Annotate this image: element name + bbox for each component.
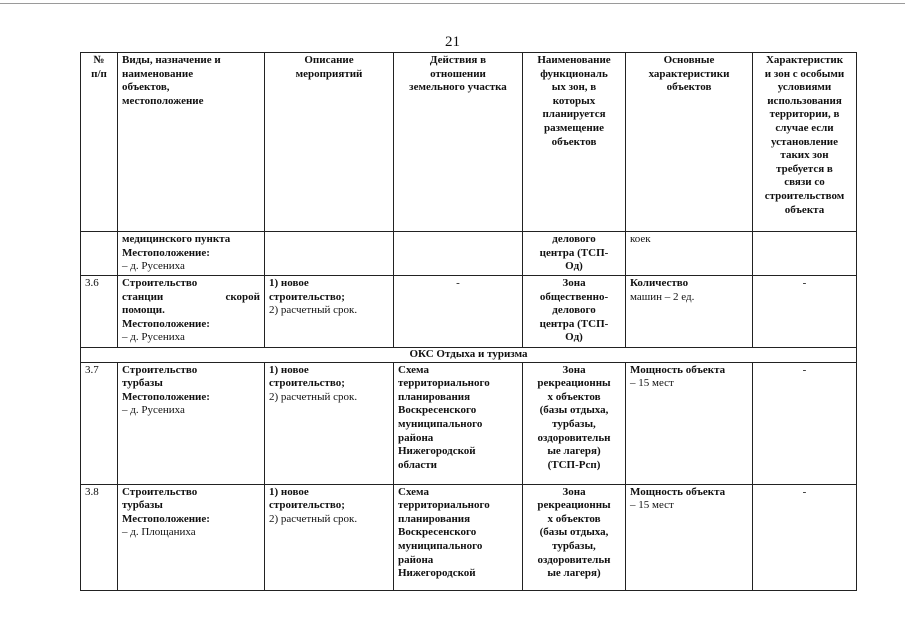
cell-line: наименование bbox=[122, 67, 194, 80]
cell-line: турбазы bbox=[122, 377, 163, 390]
cell-line: Основные bbox=[663, 54, 715, 66]
cell-line: турбазы, bbox=[552, 539, 596, 552]
cell-zone bbox=[523, 484, 626, 590]
cell-zone bbox=[523, 362, 626, 484]
cell-line: Местоположение: bbox=[122, 512, 210, 525]
section-row bbox=[81, 348, 857, 363]
header-description bbox=[265, 53, 394, 232]
header-num bbox=[81, 53, 118, 232]
table-header-row bbox=[81, 53, 857, 232]
cell-line: объектов bbox=[551, 135, 597, 148]
cell-line: Воскресенского bbox=[398, 404, 477, 417]
cell-line: объектов, bbox=[122, 81, 170, 94]
cell-line: Виды, назначение и bbox=[122, 54, 221, 66]
cell-line: объектов bbox=[666, 81, 712, 94]
cell-line: Мощность объекта bbox=[630, 485, 726, 498]
cell-line: Действия в bbox=[429, 54, 487, 66]
cell-line: Описание bbox=[304, 54, 354, 66]
cell-line: х объектов bbox=[547, 390, 601, 403]
cell-line: территориального bbox=[398, 377, 490, 390]
cell-line: строительство; bbox=[269, 499, 345, 512]
cell-line: района bbox=[398, 431, 434, 444]
cell-line: № bbox=[93, 54, 105, 66]
cell-line: требуется в bbox=[776, 162, 833, 175]
cell-line: Воскресенского bbox=[398, 526, 477, 539]
table-row bbox=[81, 484, 857, 590]
cell-line: установление bbox=[770, 135, 839, 148]
cell-description bbox=[265, 362, 394, 484]
cell-line: Строительство bbox=[122, 363, 198, 376]
cell-line: планируется bbox=[542, 108, 606, 121]
cell-line: Од) bbox=[565, 331, 583, 344]
name-line: Строительство bbox=[122, 277, 198, 289]
cell-line: размещение bbox=[544, 121, 604, 134]
cell-line: использования bbox=[767, 94, 842, 107]
cell-line: (базы отдыха, bbox=[539, 526, 609, 539]
cell-num bbox=[81, 232, 118, 276]
cell-line: территориального bbox=[398, 499, 490, 512]
cell-line: 2) расчетный срок. bbox=[269, 512, 358, 525]
cell-line: 1) новое bbox=[269, 363, 309, 376]
cell-line: 2) расчетный срок. bbox=[269, 304, 358, 317]
cell-line: Характеристик bbox=[765, 54, 844, 66]
cell-line: Зона bbox=[562, 277, 586, 289]
cell-line: Нижегородской bbox=[398, 567, 476, 580]
cell-line: строительством bbox=[764, 189, 845, 202]
cell-line: машин – 2 ед. bbox=[630, 290, 695, 303]
cell-special-zones bbox=[753, 232, 857, 276]
cell-line: Мощность объекта bbox=[630, 363, 726, 376]
cell-line: Количество bbox=[630, 277, 689, 289]
cell-characteristics bbox=[626, 362, 753, 484]
cell-line: Од) bbox=[565, 260, 583, 273]
cell-line: Зона bbox=[562, 485, 586, 498]
cell-line: (базы отдыха, bbox=[539, 404, 609, 417]
cell-line: турбазы, bbox=[552, 417, 596, 430]
cell-line: области bbox=[398, 458, 438, 471]
cell-line: 2) расчетный срок. bbox=[269, 390, 358, 403]
header-special-zones bbox=[753, 53, 857, 232]
cell-action bbox=[394, 484, 523, 590]
cell-line: (ТСП-Рсп) bbox=[547, 458, 601, 471]
table-row bbox=[81, 362, 857, 484]
cell-line: рекреационны bbox=[537, 377, 611, 390]
cell-line: мероприятий bbox=[295, 67, 363, 80]
cell-special-zones: - bbox=[753, 484, 857, 590]
cell-line: оздоровительн bbox=[537, 431, 611, 444]
name-line: станции скорой bbox=[122, 290, 260, 303]
table-row bbox=[81, 276, 857, 348]
cell-line: общественно- bbox=[539, 290, 609, 303]
cell-num: 3.7 bbox=[81, 362, 118, 484]
cell-zone bbox=[523, 232, 626, 276]
header-name bbox=[118, 53, 265, 232]
cell-line: центра (ТСП- bbox=[539, 246, 609, 259]
cell-line: – 15 мест bbox=[630, 499, 674, 512]
cell-line: - bbox=[456, 277, 460, 289]
cell-description bbox=[265, 276, 394, 348]
cell-action bbox=[394, 276, 523, 348]
cell-line: планирования bbox=[398, 512, 471, 525]
cell-line: случае если bbox=[775, 121, 834, 134]
cell-line: п/п bbox=[91, 67, 107, 80]
cell-line: 1) новое bbox=[269, 277, 309, 289]
cell-line: Схема bbox=[398, 485, 429, 498]
cell-line: Зона bbox=[562, 363, 586, 376]
cell-line: объекта bbox=[784, 203, 825, 216]
cell-name bbox=[118, 484, 265, 590]
scan-border-line bbox=[0, 3, 905, 4]
cell-line: х объектов bbox=[547, 512, 601, 525]
cell-description bbox=[265, 484, 394, 590]
cell-line: Схема bbox=[398, 363, 429, 376]
cell-line: – д. Русениха bbox=[122, 260, 185, 273]
header-zone bbox=[523, 53, 626, 232]
cell-line: Наименование bbox=[537, 54, 611, 66]
cell-line: планирования bbox=[398, 390, 471, 403]
cell-line: таких зон bbox=[780, 149, 829, 162]
cell-line: – д. Площаниха bbox=[122, 526, 196, 539]
cell-line: центра (ТСП- bbox=[539, 317, 609, 330]
section-title: ОКС Отдыха и туризма bbox=[81, 348, 857, 363]
cell-line: медицинского пункта bbox=[122, 233, 231, 245]
cell-line: земельного участка bbox=[409, 81, 507, 94]
header-characteristics bbox=[626, 53, 753, 232]
cell-line: местоположение bbox=[122, 94, 204, 107]
cell-line: муниципального bbox=[398, 417, 483, 430]
cell-characteristics bbox=[626, 484, 753, 590]
cell-line: которых bbox=[552, 94, 596, 107]
cell-line: района bbox=[398, 553, 434, 566]
cell-description bbox=[265, 232, 394, 276]
header-action bbox=[394, 53, 523, 232]
cell-line: турбазы bbox=[122, 499, 163, 512]
cell-line: и зон с особыми bbox=[764, 67, 845, 80]
cell-line: характеристики bbox=[648, 67, 730, 80]
cell-line: ые лагеря) bbox=[547, 567, 601, 580]
cell-line: – д. Русениха bbox=[122, 404, 185, 417]
cell-line: 1) новое bbox=[269, 485, 309, 498]
cell-line: делового bbox=[552, 304, 596, 317]
cell-line: условиями bbox=[777, 81, 832, 94]
cell-name bbox=[118, 362, 265, 484]
cell-line: оздоровительн bbox=[537, 553, 611, 566]
cell-line: территории, в bbox=[769, 108, 840, 121]
cell-name bbox=[118, 276, 265, 348]
cell-name bbox=[118, 232, 265, 276]
page-number: 21 bbox=[445, 34, 460, 50]
cell-line: связи со bbox=[784, 176, 825, 189]
cell-line: Нижегородской bbox=[398, 445, 476, 458]
name-line: помощи. bbox=[122, 304, 165, 317]
cell-action bbox=[394, 362, 523, 484]
cell-line: делового bbox=[552, 233, 596, 245]
cell-line: строительство; bbox=[269, 377, 345, 390]
cell-line: функциональ bbox=[540, 67, 608, 80]
name-line: Местоположение: bbox=[122, 317, 210, 330]
cell-zone bbox=[523, 276, 626, 348]
cell-line: отношении bbox=[430, 67, 486, 80]
objects-table bbox=[80, 52, 857, 591]
cell-line: Местоположение: bbox=[122, 390, 210, 403]
cell-num: 3.8 bbox=[81, 484, 118, 590]
cell-line: Строительство bbox=[122, 485, 198, 498]
cell-line: коек bbox=[630, 233, 651, 245]
cell-line: – 15 мест bbox=[630, 377, 674, 390]
cell-line: муниципального bbox=[398, 539, 483, 552]
cell-characteristics bbox=[626, 232, 753, 276]
cell-line: Местоположение: bbox=[122, 246, 210, 259]
cell-special-zones: - bbox=[753, 362, 857, 484]
cell-line: рекреационны bbox=[537, 499, 611, 512]
table-row bbox=[81, 232, 857, 276]
cell-action bbox=[394, 232, 523, 276]
name-line: – д. Русениха bbox=[122, 331, 185, 344]
cell-line: строительство; bbox=[269, 290, 345, 303]
cell-characteristics bbox=[626, 276, 753, 348]
cell-line: ые лагеря) bbox=[547, 445, 601, 458]
cell-line: ых зон, в bbox=[551, 81, 597, 94]
cell-num: 3.6 bbox=[81, 276, 118, 348]
cell-special-zones: - bbox=[753, 276, 857, 348]
